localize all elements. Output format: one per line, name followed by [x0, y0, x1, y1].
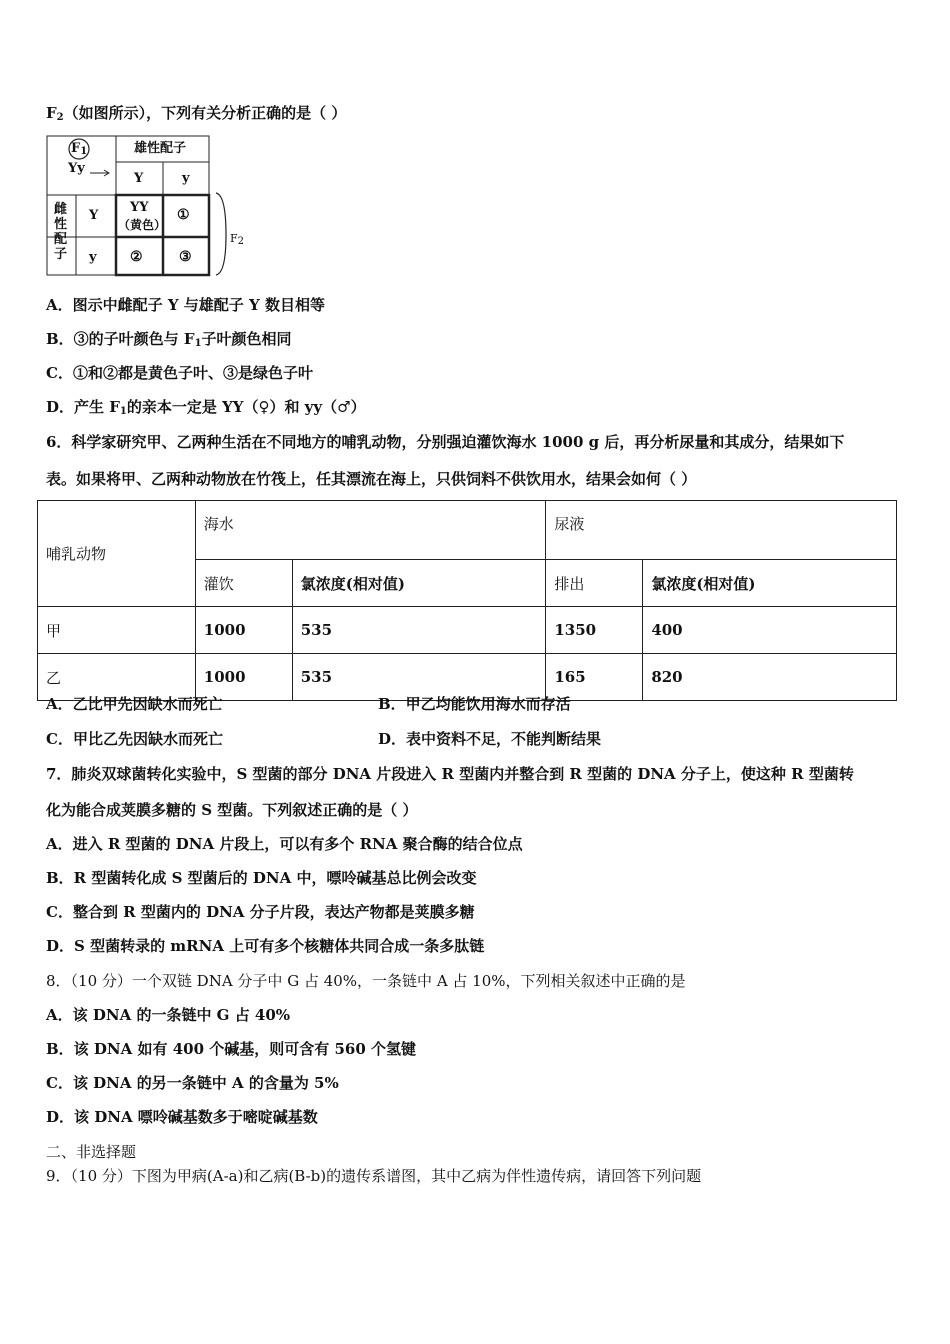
q8-option-a: A．该 DNA 的一条链中 G 占 40% — [46, 1006, 291, 1024]
male-gamete-y: y — [182, 171, 190, 186]
urine-chlorine-cell: 400 — [643, 607, 897, 654]
q8-option-d: D．该 DNA 嘌呤碱基数多于嘧啶碱基数 — [46, 1108, 318, 1126]
punnett-diagram — [46, 135, 246, 279]
q6-option-d: D．表中资料不足，不能判断结果 — [378, 730, 602, 748]
female-gamete-Y: Y — [89, 208, 99, 223]
animal-cell: 乙 — [38, 654, 196, 701]
animal-header: 哺乳动物 — [38, 501, 196, 607]
male-gamete-Y: Y — [134, 171, 144, 186]
q7-option-c: C．整合到 R 型菌内的 DNA 分子片段，表达产物都是荚膜多糖 — [46, 903, 475, 921]
q6-option-c: C．甲比乙先因缺水而死亡 — [46, 730, 223, 748]
table-row — [38, 607, 897, 654]
urine-chlorine-header: 氯浓度(相对值) — [643, 560, 897, 607]
urine-chlorine-cell: 820 — [643, 654, 897, 701]
seawater-chlorine-cell: 535 — [292, 607, 546, 654]
q7-stem-line1: 7．肺炎双球菌转化实验中，S 型菌的部分 DNA 片段进入 R 型菌内并整合到 R 型菌的 DNA 分子上，使这种 R 型菌转 — [46, 765, 854, 783]
cell-YY-note: （黄色） — [118, 218, 167, 232]
q6-stem-line1: 6．科学家研究甲、乙两种生活在不同地方的哺乳动物，分别强迫灌饮海水 1000 g 后，再分析尿量和其成分，结果如下 — [46, 433, 845, 451]
q5-stem: $F_2$（如图所示），下列有关分析正确的是（ ） — [46, 104, 347, 123]
f1-genotype: Yy — [68, 161, 85, 176]
seawater-chlorine-cell: 535 — [292, 654, 546, 701]
female-gamete-header: 雌性配子 — [54, 202, 68, 262]
q8-stem: 8．（10 分）一个双链 DNA 分子中 G 占 40%，一条链中 A 占 10%，下列相关叙述中正确的是 — [46, 972, 686, 990]
seawater-chlorine-header: 氯浓度(相对值) — [292, 560, 546, 607]
q5-option-a: A．图示中雌配子 Y 与雄配子 Y 数目相等 — [46, 296, 325, 314]
table-header-row-1 — [38, 501, 897, 560]
q7-option-b: B．R 型菌转化成 S 型菌后的 DNA 中，嘌呤碱基总比例会改变 — [46, 869, 477, 887]
cell-YY: YY — [130, 200, 149, 215]
q6-option-b: B．甲乙均能饮用海水而存活 — [378, 695, 571, 713]
q7-option-a: A．进入 R 型菌的 DNA 片段上，可以有多个 RNA 聚合酶的结合位点 — [46, 835, 523, 853]
q6-stem-line2: 表。如果将甲、乙两种动物放在竹筏上，任其漂流在海上，只供饲料不供饮用水，结果会如何（ ） — [46, 470, 697, 488]
animal-cell: 甲 — [38, 607, 196, 654]
f1-label: $F_1$ — [71, 141, 88, 157]
q7-option-d: D．S 型菌转录的 mRNA 上可有多个核糖体共同合成一条多肽链 — [46, 937, 485, 955]
excrete-cell: 1350 — [546, 607, 643, 654]
excrete-header: 排出 — [546, 560, 643, 607]
cell-circled-2: ② — [130, 249, 143, 265]
q5-option-c: C．①和②都是黄色子叶、③是绿色子叶 — [46, 364, 313, 382]
urine-header: 尿液 — [546, 501, 897, 560]
excrete-cell: 165 — [546, 654, 643, 701]
f2-label: $F_2$ — [230, 232, 245, 247]
drink-header: 灌饮 — [195, 560, 292, 607]
drink-cell: 1000 — [195, 654, 292, 701]
male-gamete-header: 雄性配子 — [134, 141, 187, 156]
female-gamete-y: y — [89, 250, 97, 265]
q9-stem: 9．（10 分）下图为甲病(A-a)和乙病(B-b)的遗传系谱图，其中乙病为伴性遗传病，请回答下列问题 — [46, 1167, 702, 1185]
q8-option-c: C．该 DNA 的另一条链中 A 的含量为 5% — [46, 1074, 339, 1092]
q8-option-b: B．该 DNA 如有 400 个碱基，则可含有 560 个氢键 — [46, 1040, 416, 1058]
q7-stem-line2: 化为能合成荚膜多糖的 S 型菌。下列叙述正确的是（ ） — [46, 801, 418, 819]
seawater-header: 海水 — [195, 501, 546, 560]
section-title: 二、非选择题 — [46, 1143, 137, 1161]
q5-option-d: D．产生 $F_1$的亲本一定是 YY（♀）和 yy（♂） — [46, 398, 366, 417]
q6-option-a: A．乙比甲先因缺水而死亡 — [46, 695, 223, 713]
cell-circled-3: ③ — [179, 249, 192, 265]
drink-cell: 1000 — [195, 607, 292, 654]
seawater-urine-table — [37, 500, 897, 701]
q5-option-b: B．③的子叶颜色与 $F_1$子叶颜色相同 — [46, 330, 292, 349]
cell-circled-1: ① — [177, 207, 190, 223]
